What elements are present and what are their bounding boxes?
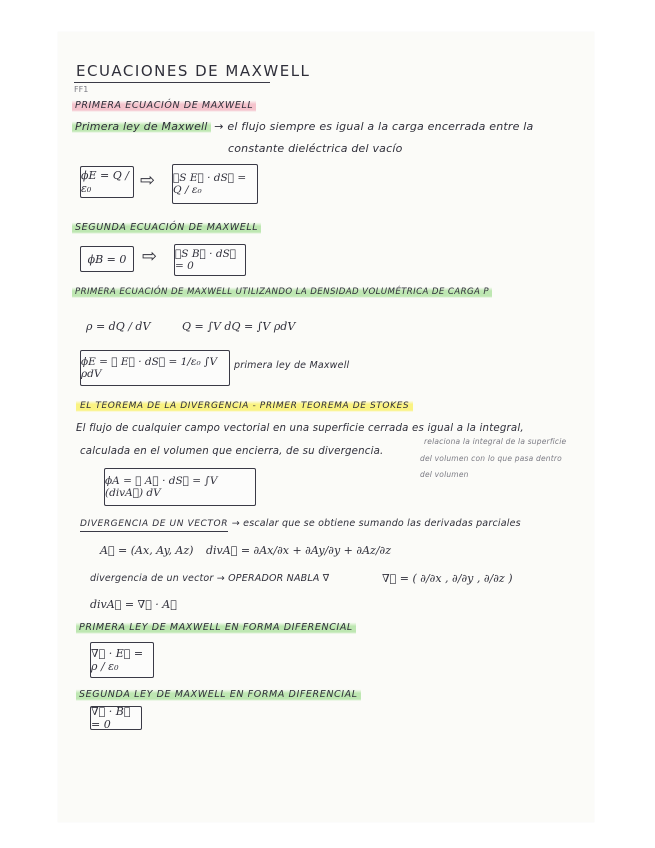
section-heading-segunda-diferencial: SEGUNDA LEY DE MAXWELL EN FORMA DIFERENCIAL <box>76 688 361 701</box>
q-definition: Q = ∫V dQ = ∫V ρdV <box>182 320 296 333</box>
gauss-differential-equation: ∇⃗ · E⃗ = ρ / ε₀ <box>91 647 144 673</box>
gauss-integral-equation: ∮S E⃗ · dS⃗ = Q / ε₀ <box>173 172 247 196</box>
gauss-integral-box <box>172 164 258 204</box>
flux-e-equation: ϕE = Q / ε₀ <box>81 169 129 195</box>
page-mark: FF1 <box>74 85 89 94</box>
nabla-operator-text: divergencia de un vector → OPERADOR NABLA ∇⃗ <box>90 573 330 584</box>
magnetic-integral-box <box>174 244 246 276</box>
divergence-theorem-equation: ϕA = ∮ A⃗ · dS⃗ = ∫V (divA⃗) dV <box>105 475 218 499</box>
divergence-heading-underline <box>80 531 228 532</box>
primera-ley-text-1: → el flujo siempre es igual a la carga encerrada entre la <box>214 120 534 133</box>
divergence-theorem-text-2: calculada en el volumen que encierra, de su divergencia. <box>80 446 384 457</box>
flux-b-box <box>80 246 134 272</box>
title-underline <box>74 82 270 83</box>
vector-a-definition: A⃗ = (Ax, Ay, Az) <box>100 544 194 557</box>
flux-density-equation: ϕE = ∮ E⃗ · dS⃗ = 1/ε₀ ∫V ρdV <box>81 356 218 380</box>
rho-definition: ρ = dQ / dV <box>86 320 151 333</box>
flux-density-box <box>80 350 230 386</box>
side-note-3: del volumen <box>420 470 469 479</box>
gauss-differential-box <box>90 642 154 678</box>
flux-b-equation: ϕB = 0 <box>87 252 127 266</box>
divergence-theorem-box <box>104 468 256 506</box>
side-note-1: relaciona la integral de la superficie <box>424 437 567 446</box>
section-heading-primera-diferencial: PRIMERA LEY DE MAXWELL EN FORMA DIFERENCIAL <box>76 621 356 634</box>
magnetic-differential-equation: ∇⃗ · B⃗ = 0 <box>91 705 131 731</box>
magnetic-integral-equation: ∮S B⃗ · dS⃗ = 0 <box>175 248 237 272</box>
side-note-2: del volumen con lo que pasa dentro <box>420 454 562 463</box>
magnetic-differential-box <box>90 706 142 730</box>
nabla-definition: ∇⃗ = ( ∂/∂x , ∂/∂y , ∂/∂z ) <box>382 572 513 585</box>
flux-density-note: primera ley de Maxwell <box>234 360 350 371</box>
divergence-definition-text: → escalar que se obtiene sumando las derivadas parciales <box>231 518 521 529</box>
page-title: ECUACIONES DE MAXWELL <box>76 62 311 80</box>
implies-arrow: ⇨ <box>140 170 156 191</box>
primera-ley-statement <box>72 120 533 133</box>
divergence-theorem-text-1: El flujo de cualquier campo vectorial en una superficie cerrada es igual a la integral, <box>76 423 524 434</box>
section-heading-divergencia-teorema: EL TEOREMA DE LA DIVERGENCIA - PRIMER TEOREMA DE STOKES <box>76 400 413 412</box>
section-heading-primera-ecuacion: PRIMERA ECUACIÓN DE MAXWELL <box>72 99 256 112</box>
primera-ley-label: Primera ley de Maxwell <box>72 120 211 133</box>
primera-ley-text-2: constante dieléctrica del vacío <box>228 142 403 155</box>
divergence-nabla-identity: divA⃗ = ∇⃗ · A⃗ <box>90 598 177 611</box>
implies-arrow-2: ⇨ <box>142 246 158 267</box>
divergence-formula: divA⃗ = ∂Ax/∂x + ∂Ay/∂y + ∂Az/∂z <box>206 544 392 557</box>
section-heading-segunda-ecuacion: SEGUNDA ECUACIÓN DE MAXWELL <box>72 221 261 234</box>
section-heading-densidad: PRIMERA ECUACIÓN DE MAXWELL UTILIZANDO LA DENSIDAD VOLUMÉTRICA DE CARGA Ρ <box>72 286 492 298</box>
section-heading-divergencia-vector: DIVERGENCIA DE UN VECTOR <box>80 519 229 529</box>
divergence-definition-line <box>80 516 521 529</box>
flux-e-box <box>80 166 134 198</box>
